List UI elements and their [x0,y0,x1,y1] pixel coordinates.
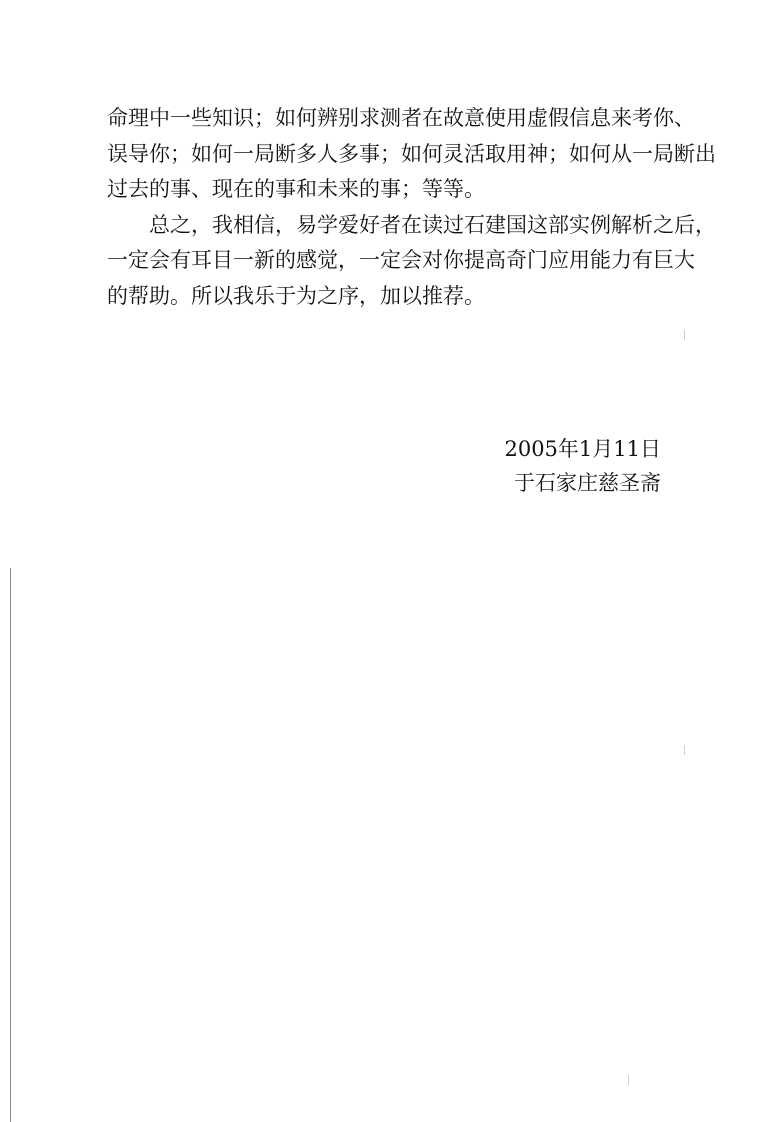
text-line: 的帮助。所以我乐于为之序，加以推荐。 [107,283,485,308]
preface-body [107,101,716,314]
scan-speck [628,1075,629,1085]
signature-place: 于石家庄慈圣斋 [514,471,661,495]
signature-date: 2005年1月11日 [504,437,661,461]
scan-edge-line [10,568,11,1122]
signature-block [504,432,661,500]
paragraph-start-line: 总之，我相信，易学爱好者在读过石建国这部实例解析之后， [149,212,716,237]
text-line: 命理中一些知识；如何辨别求测者在故意使用虚假信息来考你、 [107,106,695,130]
scan-speck [684,330,685,340]
scan-speck [684,745,685,755]
text-line: 过去的事、现在的事和未来的事；等等。 [107,177,485,201]
text-line: 误导你；如何一局断多人多事；如何灵活取用神；如何从一局断出 [107,141,716,166]
text-line: 一定会有耳目一新的感觉，一定会对你提高奇门应用能力有巨大 [107,248,695,272]
